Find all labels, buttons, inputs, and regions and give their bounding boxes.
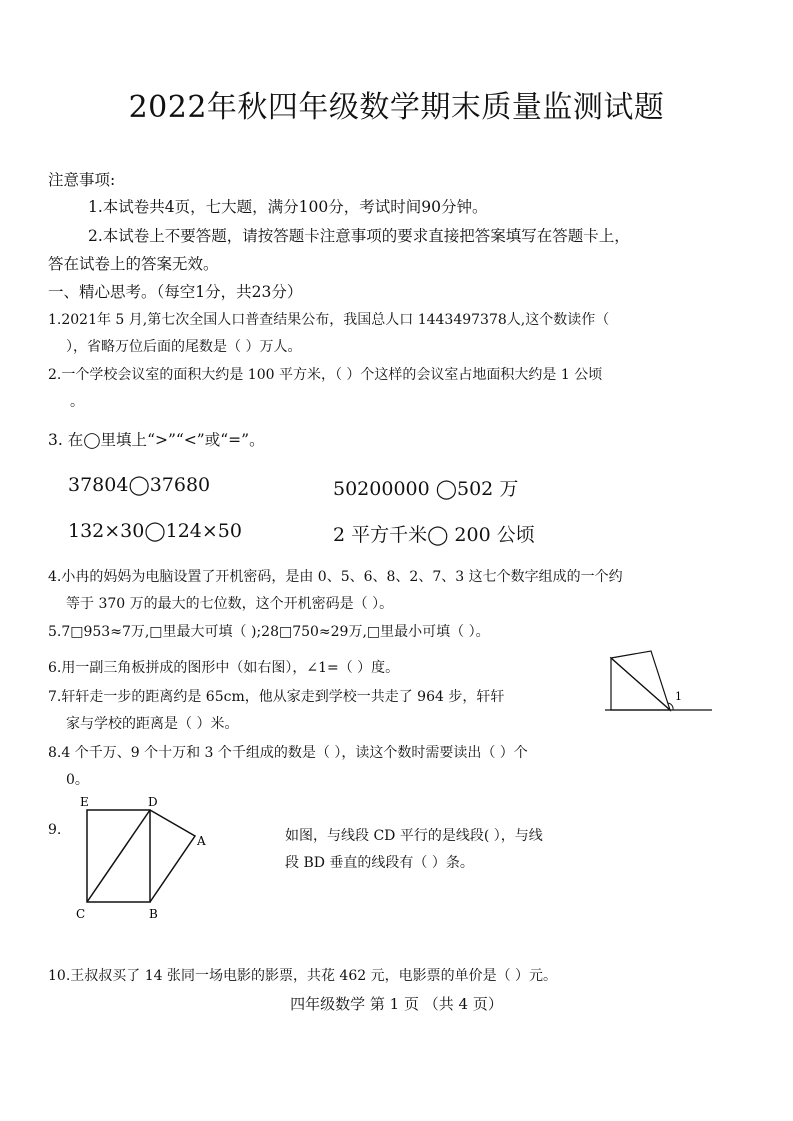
- segment-cd: [87, 810, 150, 902]
- angle-1-label: 1: [675, 690, 682, 703]
- question-1-line-2: ），省略万位后面的尾数是（ ）万人。: [66, 339, 302, 355]
- label-d: D: [148, 795, 158, 809]
- question-8-line-1: 8.4 个千万、9 个十万和 3 个千组成的数是（ ），读这个数时需要读出（ ）个: [48, 745, 528, 761]
- triangle-set-figure: [605, 648, 717, 716]
- page-title: 2022年秋四年级数学期末质量监测试题: [128, 90, 665, 125]
- section-1-heading: 一、精心思考。（每空1分，共23分）: [48, 283, 303, 301]
- question-2-line-1: 2.一个学校会议室的面积大约是 100 平方米，（ ）个这样的会议室占地面积大约是 1 公顷: [48, 367, 603, 383]
- label-e: E: [80, 795, 89, 809]
- question-9-text-2: 段 BD 垂直的线段有（ ）条。: [285, 855, 474, 871]
- segments-da-ab: [150, 810, 195, 902]
- notice-item-2-line-1: 2.本试卷上不要答题，请按答题卡注意事项的要求直接把答案填写在答题卡上，: [88, 227, 630, 245]
- page-footer: 四年级数学 第 1 页 （共 4 页）: [290, 995, 503, 1013]
- question-7-line-2: 家与学校的距离是（ ）米。: [66, 716, 239, 732]
- quadrilateral-figure: [70, 792, 220, 922]
- notice-heading: 注意事项:: [48, 171, 116, 189]
- label-b: B: [149, 907, 158, 921]
- question-9-text-1: 如图，与线段 CD 平行的是线段( ），与线: [285, 828, 543, 844]
- question-3-compare-c: 132×30◯124×50: [68, 520, 242, 542]
- question-4-line-1: 4.小冉的妈妈为电脑设置了开机密码，是由 0、5、6、8、2、7、3 这七个数字组成的一个约: [48, 569, 623, 585]
- question-9-number: 9.: [48, 822, 62, 838]
- label-c: C: [76, 907, 86, 921]
- notice-item-2-line-2: 答在试卷上的答案无效。: [48, 255, 219, 273]
- question-7-line-1: 7.轩轩走一步的距离约是 65cm，他从家走到学校一共走了 964 步，轩轩: [48, 689, 505, 705]
- question-3-compare-b: 50200000 ◯502 万: [333, 478, 519, 500]
- question-8-line-2: 0。: [66, 772, 89, 788]
- question-3-instruction: 3. 在◯里填上“>”“<”或“=”。: [48, 431, 265, 449]
- question-10-line: 10.王叔叔买了 14 张同一场电影的影票，共花 462 元，电影票的单价是（ ）元。: [48, 968, 558, 984]
- question-6-line: 6.用一副三角板拼成的图形中（如右图），∠1=（ ）度。: [48, 660, 400, 676]
- notice-item-1: 1.本试卷共4页，七大题，满分100分，考试时间90分钟。: [88, 198, 488, 216]
- question-4-line-2: 等于 370 万的最大的七位数，这个开机密码是（ ）。: [66, 596, 394, 612]
- question-1-line-1: 1.2021年 5 月,第七次全国人口普查结果公布，我国总人口 1443497378人,这个数读作（: [48, 312, 610, 328]
- question-5-line: 5.7□953≈7万,□里最大可填（ );28□750≈29万,□里最小可填（ ）。: [48, 624, 490, 640]
- question-2-line-2: 。: [70, 394, 84, 410]
- question-3-compare-a: 37804◯37680: [68, 474, 211, 496]
- triangle-30-60: [611, 651, 670, 710]
- question-3-compare-d: 2 平方千米◯ 200 公顷: [333, 524, 535, 546]
- label-a: A: [197, 834, 206, 848]
